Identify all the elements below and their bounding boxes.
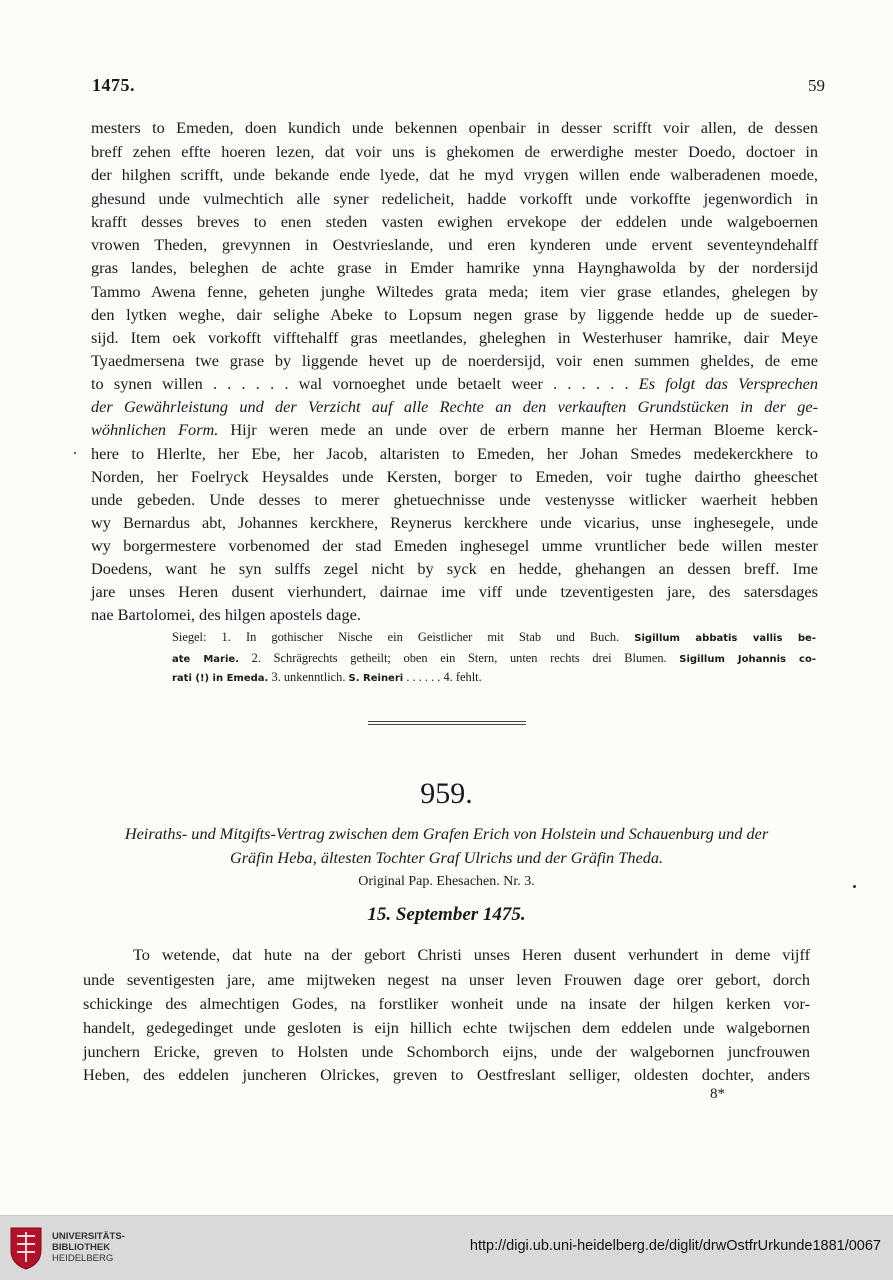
seal-note-line [172, 668, 816, 686]
seal-legend: Sigillum abbatis vallis be- [634, 633, 816, 644]
text-line: Tammo Awena fenne, geheten junghe Wiltedes grata meda; item vier grase etlandes, ghelegen by [91, 282, 818, 301]
document-number: 959. [420, 777, 473, 810]
seal-text: 3. unkenntlich. [271, 670, 346, 684]
text-line: nae Bartolomei, des hilgen apostels dage. [91, 605, 361, 624]
seal-legend: S. Reineri [348, 673, 404, 684]
text-line: mesters to Emeden, doen kundich unde bekennen openbair in desser scrifft voir allen, de dessen [91, 118, 818, 137]
seal-text: 2. Schrägrechts getheilt; oben ein Stern, unten rechts drei Blumen. [251, 651, 667, 665]
text-line-mixed [91, 419, 818, 441]
text-line: handelt, gedegedinget unde gesloten is eijn hillich echte twijschen dem eddelen unde walgebornen [83, 1018, 810, 1037]
text-line: breff zehen effte hoeren lezen, dat voir uns is ghekomen de erwerdighe mester Doedo, doctoer in [91, 142, 818, 161]
document-title: Gräfin Heba, ältesten Tochter Graf Ulrichs und der Gräfin Theda. [229, 848, 664, 867]
seal-legend: Sigillum Johannis co- [679, 654, 816, 665]
footer-bar [0, 1215, 893, 1280]
running-head-year: 1475. [92, 75, 135, 95]
separator-rule [368, 721, 526, 722]
text-line: Heben, des eddelen juncheren Olrickes, greven to Oestfreslant selliger, oldesten dochter, anders [83, 1065, 810, 1084]
scan-speck [74, 452, 76, 454]
text-line: jare unses Heren dusent vierhundert, dairnae ime viff unde tzeventigesten jare, des satersdages [91, 582, 818, 601]
signature-mark: 8* [710, 1086, 725, 1102]
text-line: gras landes, beleghen de achte grase in Emder hamrike ynna Haynghawolda by der nordersijd [91, 258, 818, 277]
text-line: vrowen Theden, grevynnen in Oestvrieslande, und eren kynderen unde ervent seventeyndehalff [91, 235, 818, 254]
document-date: 15. September 1475. [367, 904, 526, 925]
editorial-note: Es folgt das Versprechen [638, 374, 818, 393]
document-source: Original Pap. Ehesachen. Nr. 3. [358, 874, 535, 889]
permalink-url[interactable]: http://digi.ub.uni-heidelberg.de/diglit/drwOstfrUrkunde1881/0067 [469, 1238, 881, 1254]
text-line: der hilghen scrifft, unde bekande ende lyede, dat he myd vrygen willen ende walberadenen moede, [91, 165, 818, 184]
text-line: unde seventigesten jare, ame mijtweken negest na unser leven Frouwen dage orer gebort, dorch [83, 970, 810, 989]
text-line: ghesund unde vulmechtich alle syner redelicheit, hadde vorkofft unde vorkoffte jegenwordich in [91, 189, 818, 208]
text-line: To wetende, dat hute na der gebort Christi unses Heren dusent verhundert in deme vijff [133, 945, 810, 964]
text-line: Doedens, want he syn sulffs zegel nicht by syck en hedde, ghehangen an dessen breff. Ime [91, 559, 818, 578]
document-title: Heiraths- und Mitgifts-Vertrag zwischen dem Grafen Erich von Holstein und Schauenburg und der [124, 824, 769, 843]
university-seal-icon [8, 1224, 44, 1270]
seal-text: . . . . . . 4. fehlt. [406, 670, 482, 684]
text-segment: Hijr weren mede an unde over de erbern manne her Herman Bloeme kerck- [218, 420, 819, 439]
institution-line: UNIVERSITÄTS- [52, 1231, 125, 1242]
institution-line: BIBLIOTHEK [52, 1242, 111, 1253]
seal-text: Siegel: 1. In gothischer Nische ein Geistlicher mit Stab und Buch. [172, 630, 620, 644]
text-line-mixed [91, 373, 818, 395]
editorial-note: wöhnlichen Form. [91, 420, 219, 439]
text-line: unde gebeden. Unde desses to merer ghetuechnisse unde vestenysse witlicker waerheit hebben [91, 490, 818, 509]
text-line: Tyaedmersena twe grase by liggende hevet up de noerdersijd, voir enen summen gheldes, de eme [91, 351, 818, 370]
page-number: 59 [808, 76, 825, 95]
text-line: den lytken weghe, dair selighe Abeke to Lopsum negen grase by liggende hedde up de sueder- [91, 305, 818, 324]
seal-note-line [172, 649, 816, 667]
separator-rule [368, 724, 526, 725]
text-segment: to synen willen . . . . . . wal vornoeghet unde betaelt weer . . . . . . [91, 374, 639, 393]
text-line: wy Bernardus abt, Johannes kerckhere, Reynerus kerckhere unde vicarius, unse inghesegele, unde [91, 513, 818, 532]
text-line: schickinge des almechtigen Godes, na forstliker wonheit unde na insate der hilgen kerken vor- [83, 994, 810, 1013]
text-line: wy borgermestere vorbenomed der stad Emeden inghesegel umme vruntlicher bede willen mester [91, 536, 818, 555]
seal-legend: ate Marie. [172, 654, 239, 665]
text-line: junchern Ericke, greven to Holsten unde Schomborch eijns, unde der walgebornen juncfrouwen [83, 1042, 810, 1061]
institution-name [52, 1231, 125, 1264]
editorial-note-line: der Gewährleistung und der Verzicht auf alle Rechte an den verkauften Grundstücken in der ge- [91, 397, 818, 416]
institution-line: HEIDELBERG [52, 1253, 114, 1264]
text-line: here to Hlerlte, her Ebe, her Jacob, altaristen to Emeden, her Johan Smedes medekerckhere to [91, 444, 818, 463]
text-line: sijd. Item oek vorkofft vifftehalff gras meetlandes, gheleghen in Westerhuser hamrike, dair Meye [91, 328, 818, 347]
seal-note-line [172, 628, 816, 646]
scan-speck [853, 885, 856, 888]
text-line: krafft desses breves to enen steden vasten ewighen ervekope der eddelen unde walgeboernen [91, 212, 818, 231]
seal-legend: rati (!) in Emeda. [172, 673, 269, 684]
text-line: Norden, her Foelryck Heysaldes unde Kersten, borger to Emeden, voir tughe dairtho gheeschet [91, 467, 818, 486]
